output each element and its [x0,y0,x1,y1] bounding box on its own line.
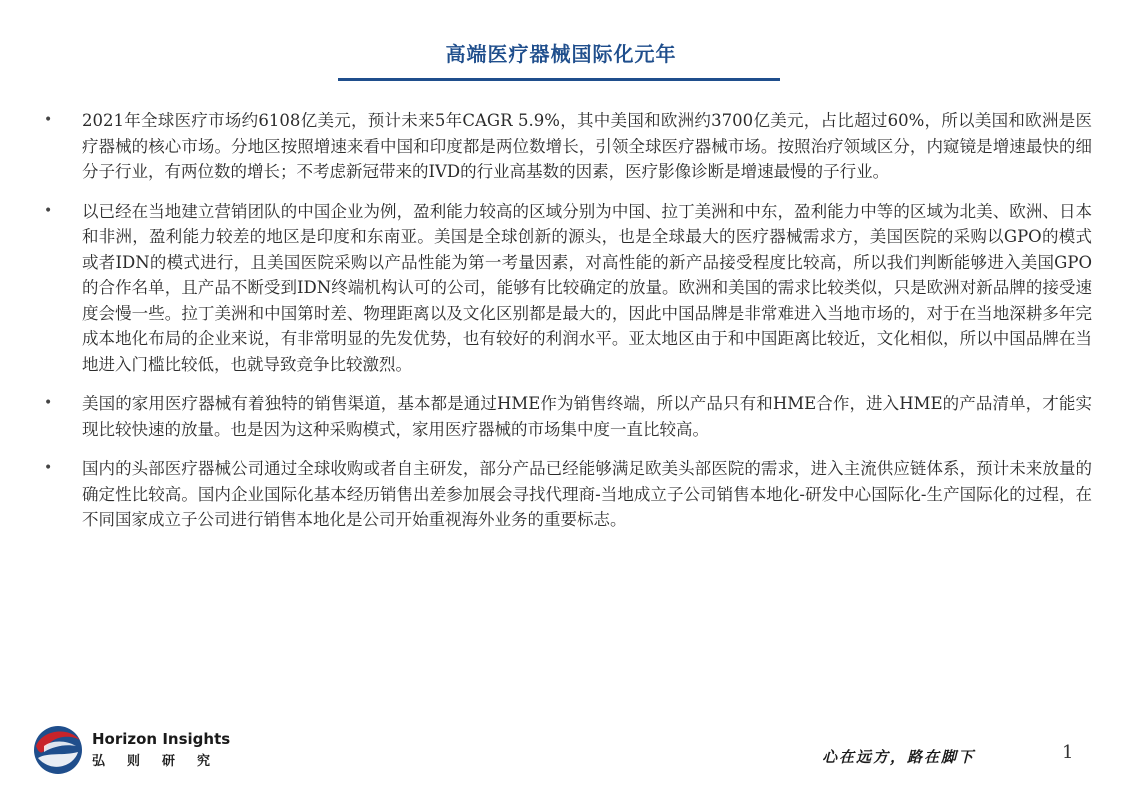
bullet-item-1 [40,108,1092,185]
title-underline [338,78,780,81]
bullet-text: 美国的家用医疗器械有着独特的销售渠道，基本都是通过HME作为销售终端，所以产品只有和HME合作，进入HME的产品清单，才能实现比较快速的放量。也是因为这种采购模式，家用医疗器械的市场集中度一直比较高。 [82,394,1092,439]
brand-name-english: Horizon Insights [92,730,231,748]
bullet-text: 2021年全球医疗市场约6108亿美元，预计未来5年CAGR 5.9%，其中美国和欧洲约3700亿美元，占比超过60%，所以美国和欧洲是医疗器械的核心市场。分地区按照增速来看中国和印度都是两位数增长，引领全球医疗器械市场。按照治疗领域区分，内窥镜是增速最快的细分子行业，有两位数的增长；不考虑新冠带来的IVD的行业高基数的因素，医疗影像诊断是增速最慢的子行业。 [82,111,1092,181]
bullet-item-3 [40,391,1092,442]
page-title: 高端医疗器械国际化元年 [445,42,677,66]
horizon-logo-icon [28,722,88,778]
bullet-text: 国内的头部医疗器械公司通过全球收购或者自主研发，部分产品已经能够满足欧美头部医院的需求，进入主流供应链体系，预计未来放量的确定性比较高。国内企业国际化基本经历销售出差参加展会寻找代理商-当地成立子公司销售本地化-研发中心国际化-生产国际化的过程，在不同国家成立子公司进行销售本地化是公司开始重视海外业务的重要标志。 [82,459,1092,529]
bullet-marker: • [44,202,53,219]
bullet-item-2 [40,199,1092,378]
bullet-text: 以已经在当地建立营销团队的中国企业为例，盈利能力较高的区域分别为中国、拉丁美洲和中东，盈利能力中等的区域为北美、欧洲、日本和非洲，盈利能力较差的地区是印度和东南亚。美国是全球创新的源头，也是全球最大的医疗器械需求方，美国医院的采购以GPO的模式或者IDN的模式进行，且美国医院采购以产品性能为第一考量因素，对高性能的新产品接受程度比较高，所以我们判断能够进入美国GPO的合作名单，且产品不断受到IDN终端机构认可的公司，能够有比较确定的放量。欧洲和美国的需求比较类似，只是欧洲对新品牌的接受速度会慢一些。拉丁美洲和中国第时差、物理距离以及文化区别都是最大的，因此中国品牌是非常难进入当地市场的，对于在当地深耕多年完成本地化布局的企业来说，有非常明显的先发优势，也有较好的利润水平。亚太地区由于和中国距离比较近，文化相似，所以中国品牌在当地进入门槛比较低，也就导致竞争比较激烈。 [82,201,1092,374]
bullet-marker: • [44,112,53,128]
bullet-item-4 [40,456,1092,533]
bullet-marker: • [44,460,53,476]
brand-name-chinese: 弘则研究 [92,754,233,769]
bullet-marker: • [44,395,53,411]
footer-slogan: 心在远方，路在脚下 [822,748,976,766]
bullet-list [40,108,1092,547]
page-number: 1 [1062,742,1074,763]
